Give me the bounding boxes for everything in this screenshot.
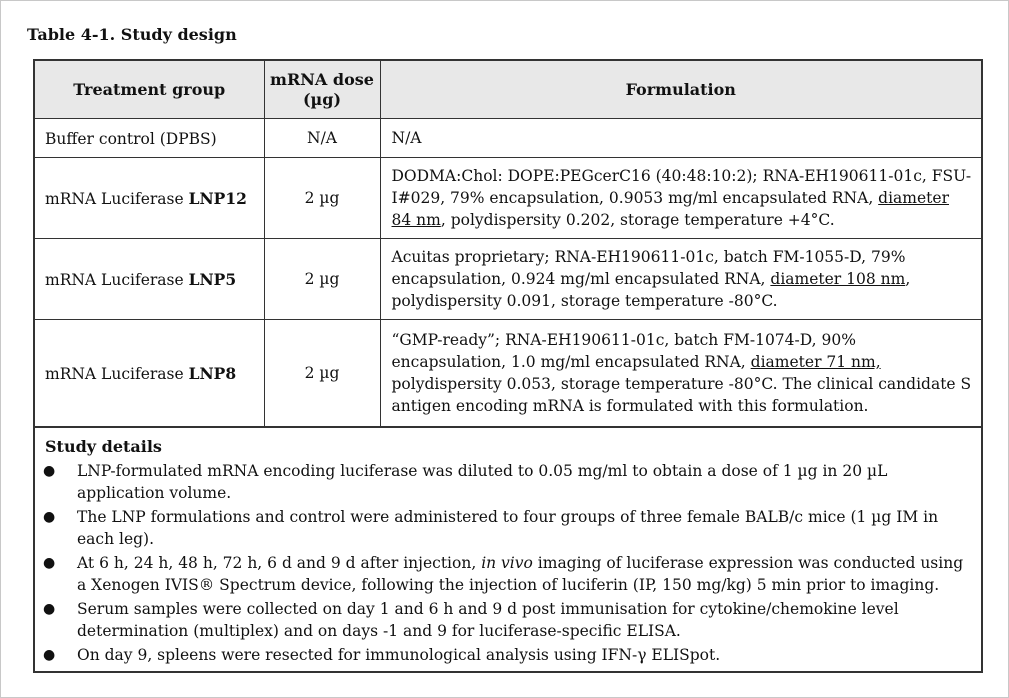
formulation-text: DODMA:Chol: DOPE:PEGcerC16 (40:48:10:2); RNA-EH190611-01c, FSU-I#029, 79% encapsulation, 0.9053 mg/ml encapsulated RNA,	[391, 167, 972, 207]
table-row	[35, 119, 981, 158]
formulation-diameter: diameter 108 nm	[770, 270, 906, 288]
formulation-diameter: diameter 71 nm,	[750, 353, 881, 371]
study-details-section	[35, 427, 981, 666]
treatment-group-cell	[35, 119, 264, 158]
list-item	[45, 552, 971, 596]
detail-text: The LNP formulations and control were administered to four groups of three female BALB/c mice (1 µg IM in each leg).	[77, 508, 939, 548]
table-caption: Table 4-1. Study design	[27, 25, 237, 44]
bullet-icon: ●	[43, 463, 56, 479]
detail-text: Serum samples were collected on day 1 and 6 h and 9 d post immunisation for cytokine/chemokine level determination (multiplex) and on days -1 and 9 for luciferase-specific ELISA.	[77, 600, 899, 640]
formulation-cell	[380, 239, 981, 320]
study-design-table	[33, 59, 983, 673]
bullet-icon: ●	[43, 647, 56, 663]
formulation-text: Acuitas proprietary; RNA-EH190611-01c, batch FM-1055-D, 79% encapsulation, 0.924 mg/ml encapsulated RNA,	[391, 248, 906, 288]
header-mrna-dose	[264, 61, 380, 119]
table-row	[35, 320, 981, 427]
formulation-text: “GMP-ready”; RNA-EH190611-01c, batch FM-1074-D, 90% encapsulation, 1.0 mg/ml encapsulated RNA,	[391, 331, 856, 371]
treatment-group-lnp: LNP12	[188, 188, 247, 208]
detail-text: LNP-formulated mRNA encoding luciferase was diluted to 0.05 mg/ml to obtain a dose of 1 µg in 20 µL application volume.	[77, 462, 888, 502]
header-mrna-dose-line1: mRNA dose	[270, 69, 374, 89]
treatment-group-cell	[35, 158, 264, 239]
header-treatment-group: Treatment group	[35, 61, 264, 119]
study-details-list	[45, 460, 971, 666]
treatment-group-text: Buffer control (DPBS)	[45, 129, 217, 148]
dose-cell: 2 µg	[264, 158, 380, 239]
formulation-text-rest: polydispersity 0.053, storage temperature -80°C. The clinical candidate S antigen encoding mRNA is formulated with this formulation.	[391, 375, 972, 415]
dose-cell: 2 µg	[264, 239, 380, 320]
treatment-group-cell	[35, 320, 264, 427]
formulation-cell	[380, 119, 981, 158]
list-item	[45, 644, 971, 666]
study-details-title: Study details	[45, 437, 162, 456]
treatment-group-text: mRNA Luciferase	[45, 364, 189, 383]
treatment-group-lnp: LNP5	[188, 269, 237, 289]
formulation-text: N/A	[391, 129, 422, 147]
formulation-cell	[380, 320, 981, 427]
formulation-cell	[380, 158, 981, 239]
detail-text: On day 9, spleens were resected for immunological analysis using IFN-γ ELISpot.	[77, 646, 721, 664]
formulation-text-rest: , polydispersity 0.091, storage temperature -80°C.	[391, 270, 911, 310]
header-formulation: Formulation	[380, 61, 981, 119]
detail-text-italic: in vivo	[481, 554, 533, 572]
detail-text: At 6 h, 24 h, 48 h, 72 h, 6 d and 9 d after injection,	[77, 554, 482, 572]
list-item	[45, 598, 971, 642]
bullet-icon: ●	[43, 601, 56, 617]
bullet-icon: ●	[43, 555, 56, 571]
list-item	[45, 506, 971, 550]
treatment-group-lnp: LNP8	[188, 363, 237, 383]
list-item	[45, 460, 971, 504]
table-row	[35, 158, 981, 239]
treatment-group-cell	[35, 239, 264, 320]
detail-text-rest: imaging of luciferase expression was conducted using a Xenogen IVIS® Spectrum device, following the injection of luciferin (IP, 150 mg/kg) 5 min prior to imaging.	[77, 554, 964, 594]
header-mrna-dose-line2: (µg)	[302, 89, 342, 109]
table-grid	[35, 61, 981, 427]
bullet-icon: ●	[43, 509, 56, 525]
formulation-diameter: diameter 84 nm	[391, 189, 949, 229]
dose-cell: 2 µg	[264, 320, 380, 427]
header-row	[35, 61, 981, 119]
treatment-group-text: mRNA Luciferase	[45, 270, 189, 289]
table-row	[35, 239, 981, 320]
formulation-text-rest: , polydispersity 0.202, storage temperature +4°C.	[440, 211, 835, 229]
dose-cell: N/A	[264, 119, 380, 158]
treatment-group-text: mRNA Luciferase	[45, 189, 189, 208]
